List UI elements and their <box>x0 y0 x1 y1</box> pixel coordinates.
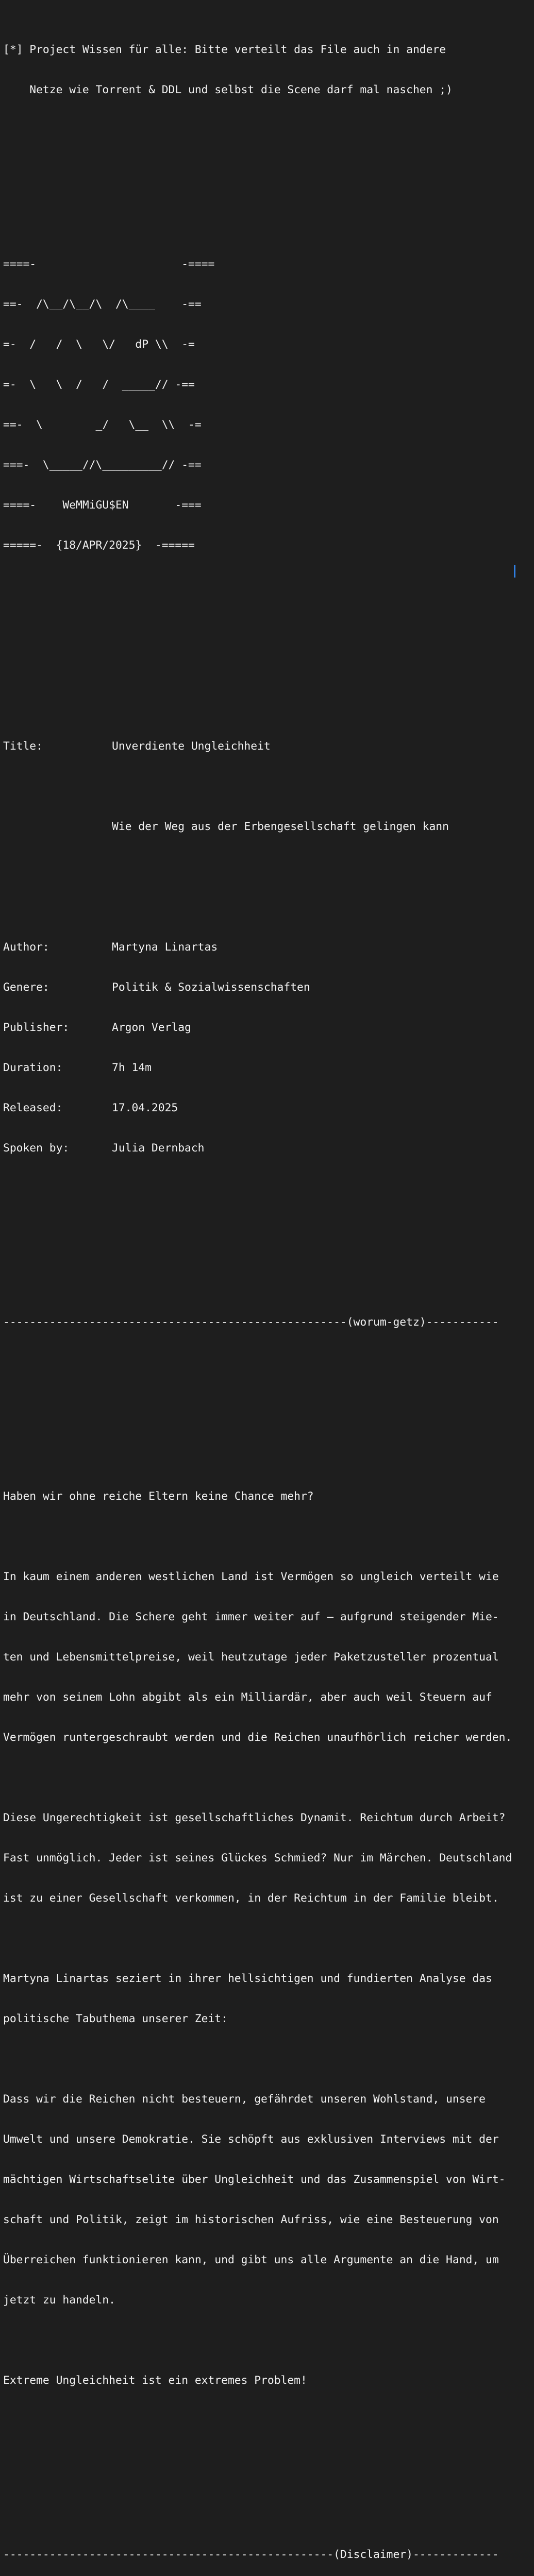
text-cursor <box>514 565 515 578</box>
description-headline: Haben wir ohne reiche Eltern keine Chance mehr? <box>3 1490 314 1503</box>
field-label: Spoken by: <box>3 1142 70 1155</box>
description-line: Umwelt und unsere Demokratie. Sie schöpft aus exklusiven Interviews mit der <box>3 2133 499 2146</box>
blank-line <box>3 1932 512 1945</box>
description-line: politische Tabuthema unserer Zeit: <box>3 2012 228 2025</box>
blank-line <box>3 1209 512 1222</box>
title-label: Title: <box>3 740 43 753</box>
description-line: ist zu einer Gesellschaft verkommen, in der Reichtum in der Familie bleibt. <box>3 1892 499 1905</box>
field-label: Publisher: <box>3 1021 70 1034</box>
description-line: ten und Lebensmittelpreise, weil heutzutage jeder Paketzusteller prozentual <box>3 1651 499 1664</box>
field-value: 7h 14m <box>112 1061 152 1074</box>
blank-line <box>3 860 512 874</box>
subtitle-value: Wie der Weg aus der Erbengesellschaft gelingen kann <box>112 820 449 833</box>
logo-line: ==- /\__/\__/\ /\____ -== <box>3 298 202 311</box>
blank-line <box>3 164 512 177</box>
blank-line <box>3 2441 512 2454</box>
subtitle-row <box>3 820 512 834</box>
description-line: In kaum einem anderen westlichen Land ist Vermögen so ungleich verteilt wie <box>3 1570 499 1583</box>
blank-line <box>3 1396 512 1410</box>
field-label: Genere: <box>3 981 49 994</box>
description-closing: Extreme Ungleichheit ist ein extremes Problem! <box>3 2374 307 2387</box>
publisher-row <box>3 1021 512 1035</box>
description-block <box>3 1463 512 2414</box>
title-value: Unverdiente Ungleichheit <box>112 740 271 753</box>
blank-line <box>3 780 512 793</box>
description-line: Martyna Linartas seziert in ihrer hellsichtigen und fundierten Analyse das <box>3 1972 492 1985</box>
author-row <box>3 941 512 954</box>
logo-line: =- \ \ / / _____// -== <box>3 378 195 391</box>
description-line: Fast unmöglich. Jeder ist seines Glückes Schmied? Nur im Märchen. Deutschland <box>3 1852 512 1865</box>
field-value: 17.04.2025 <box>112 1101 178 1114</box>
description-line: Überreichen funktionieren kann, und gibt uns alle Argumente an die Hand, um <box>3 2253 499 2266</box>
blank-line <box>3 124 512 137</box>
blank-line <box>3 2481 512 2495</box>
description-line: mehr von seinem Lohn abgibt als ein Milliardär, aber auch weil Steuern auf <box>3 1691 492 1704</box>
description-line: schaft und Politik, zeigt im historischen Aufriss, wie eine Besteuerung von <box>3 2213 499 2226</box>
description-line: Dass wir die Reichen nicht besteuern, gefährdet unseren Wohlstand, unsere <box>3 2093 486 2106</box>
description-line: in Deutschland. Die Schere geht immer weiter auf – aufgrund steigender Mie- <box>3 1611 499 1623</box>
field-label: Author: <box>3 941 49 954</box>
description-line: jetzt zu handeln. <box>3 2294 115 2307</box>
released-row <box>3 1101 512 1115</box>
blank-line <box>3 2334 512 2347</box>
section-divider-description: ----------------------------------------------------(worum-getz)----------- <box>3 1316 499 1329</box>
header-line: Netze wie Torrent & DDL und selbst die Scene darf mal naschen ;) <box>3 83 453 96</box>
header-line: [*] Project Wissen für alle: Bitte verteilt das File auch in andere <box>3 43 446 56</box>
blank-line <box>3 606 512 619</box>
logo-line: =====- {18/APR/2025} -===== <box>3 539 195 552</box>
description-line: Diese Ungerechtigkeit ist gesellschaftliches Dynamit. Reichtum durch Arbeit? <box>3 1811 506 1824</box>
logo-line: ===- \_____//\_________// -== <box>3 459 202 471</box>
description-line: mächtigen Wirtschaftselite über Ungleichheit und das Zusammenspiel von Wirt- <box>3 2173 506 2186</box>
logo-line: ====- -==== <box>3 258 215 270</box>
field-value: Julia Dernbach <box>112 1142 205 1155</box>
duration-row <box>3 1061 512 1075</box>
speaker-row <box>3 1142 512 1155</box>
field-value: Argon Verlag <box>112 1021 191 1034</box>
blank-line <box>3 901 512 914</box>
blank-line <box>3 2053 512 2066</box>
logo-line: ====- WeMMiGU$EN -=== <box>3 499 202 512</box>
logo-line: =- / / \ \/ dP \\ -= <box>3 338 195 351</box>
blank-line <box>3 1356 512 1369</box>
field-value: Politik & Sozialwissenschaften <box>112 981 310 994</box>
nfo-text-view <box>3 3 512 2576</box>
info-block <box>3 713 512 1182</box>
title-row <box>3 740 512 753</box>
field-label: Duration: <box>3 1061 63 1074</box>
blank-line <box>3 1249 512 1262</box>
blank-line <box>3 646 512 659</box>
genre-row <box>3 981 512 994</box>
logo-line: ==- \ _/ \__ \\ -= <box>3 418 202 431</box>
field-value: Martyna Linartas <box>112 941 218 954</box>
section-divider-disclaimer: --------------------------------------------------(Disclaimer)------------- <box>3 2548 499 2561</box>
field-label: Released: <box>3 1101 63 1114</box>
blank-line <box>3 1771 512 1785</box>
blank-line <box>3 1530 512 1544</box>
description-line: Vermögen runtergeschraubt werden und die Reichen unaufhörlich reicher werden. <box>3 1731 512 1744</box>
ascii-logo <box>3 231 512 579</box>
